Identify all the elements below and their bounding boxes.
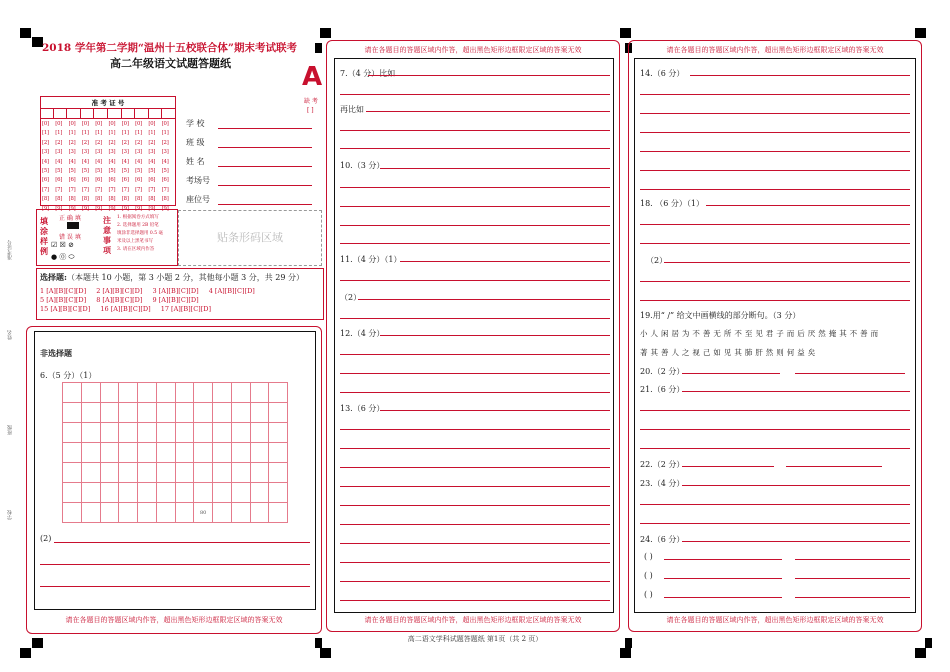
- side-label: 准考证号: [7, 240, 13, 260]
- answer-line[interactable]: [682, 466, 774, 467]
- grid-cell[interactable]: [212, 382, 232, 403]
- grid-cell[interactable]: [81, 402, 101, 423]
- id-digit-column[interactable]: [0] [1] [2] [3] [4] [5] [6] [7] [8] [9]: [95, 121, 103, 212]
- id-digit-column[interactable]: [0] [1] [2] [3] [4] [5] [6] [7] [8] [9]: [68, 121, 76, 212]
- answer-line[interactable]: [340, 600, 610, 601]
- grid-cell[interactable]: [212, 502, 232, 523]
- grid-cell[interactable]: [250, 502, 270, 523]
- answer-line[interactable]: [795, 578, 910, 579]
- grid-cell[interactable]: [250, 402, 270, 423]
- choice-item[interactable]: 8 [A][B][C][D]: [96, 296, 143, 304]
- grid-cell[interactable]: [156, 482, 176, 503]
- wrong-fill-label: 错 误 填: [59, 234, 81, 241]
- notes-list: 1. 根据阅卷方式填写 2. 选择题用 2B 铅笔 填涂非选择题用 0.5 毫 米及以上黑笔书写 3. 请在区域内作答: [117, 215, 164, 252]
- choice-title: 选择题:: [40, 272, 67, 282]
- paper-version-letter: A: [302, 62, 323, 92]
- grid-cell[interactable]: [81, 462, 101, 483]
- grid-cell[interactable]: [100, 442, 120, 463]
- grid-cell[interactable]: [137, 422, 157, 443]
- answer-line[interactable]: [340, 467, 610, 468]
- grid-cell[interactable]: [81, 422, 101, 443]
- answer-line[interactable]: [340, 354, 610, 355]
- grid-cell[interactable]: [137, 482, 157, 503]
- grid-cell[interactable]: [137, 402, 157, 423]
- answer-line[interactable]: [340, 392, 610, 393]
- answer-line[interactable]: [366, 111, 610, 112]
- school-label: 学 校: [186, 119, 205, 128]
- answer-line[interactable]: [40, 564, 310, 565]
- grid-cell[interactable]: [81, 482, 101, 503]
- id-write-cell[interactable]: [162, 108, 176, 119]
- answer-line[interactable]: [340, 94, 610, 95]
- id-write-cell[interactable]: [40, 108, 54, 119]
- filled-bubble-icon: [67, 222, 79, 229]
- id-digit-column[interactable]: [0] [1] [2] [3] [4] [5] [6] [7] [8] [9]: [81, 121, 89, 212]
- timing-mark: [915, 28, 926, 38]
- answer-line[interactable]: [340, 280, 610, 281]
- choice-item[interactable]: 2 [A][B][C][D]: [96, 287, 143, 295]
- grid-cell[interactable]: [212, 462, 232, 483]
- question-6-part2: (2): [40, 534, 52, 543]
- answer-line[interactable]: [640, 523, 910, 524]
- question-18b: （2）: [646, 256, 668, 265]
- grid-cell[interactable]: [156, 502, 176, 523]
- grid-cell[interactable]: [175, 382, 195, 403]
- answer-line[interactable]: [682, 541, 910, 542]
- answer-line[interactable]: [664, 578, 782, 579]
- question-18: 18. （6 分）（1）: [640, 199, 704, 208]
- question-24: 24.（6 分）: [640, 535, 685, 544]
- question-24-item: ( ): [644, 552, 653, 561]
- choice-item[interactable]: 17 [A][B][C][D]: [160, 305, 211, 313]
- answer-line[interactable]: [380, 168, 610, 169]
- timing-mark: [315, 43, 322, 53]
- question-7b: 再比如: [340, 105, 364, 114]
- answer-line[interactable]: [380, 335, 610, 336]
- grid-cell[interactable]: [156, 442, 176, 463]
- absent-checkbox[interactable]: [ ]: [307, 107, 314, 114]
- timing-mark: [20, 648, 31, 658]
- fill-example-label: 填涂样例: [40, 216, 48, 256]
- answer-line[interactable]: [340, 448, 610, 449]
- answer-line[interactable]: [640, 151, 910, 152]
- grid-cell[interactable]: [268, 502, 288, 523]
- choice-item[interactable]: 5 [A][B][C][D]: [40, 296, 87, 304]
- answer-line[interactable]: [682, 391, 910, 392]
- answer-line[interactable]: [640, 448, 910, 449]
- answer-line[interactable]: [664, 559, 782, 560]
- wrong-marks-icon: ☑ ☒ ⊘: [51, 241, 74, 249]
- id-write-cell[interactable]: [122, 108, 136, 119]
- choice-item[interactable]: 1 [A][B][C][D]: [40, 287, 87, 295]
- page-footer: 高二语文学科试题答题纸 第1页（共 2 页）: [407, 635, 543, 643]
- answer-notice: 请在各题目的答题区域内作答，超出黑色矩形边框限定区域的答案无效: [666, 616, 884, 624]
- grid-cell[interactable]: [62, 442, 82, 463]
- grid-cell[interactable]: [118, 402, 138, 423]
- timing-mark: [20, 28, 31, 38]
- choice-item[interactable]: 15 [A][B][C][D]: [40, 305, 91, 313]
- grid-cell[interactable]: [156, 382, 176, 403]
- grid-cell[interactable]: [212, 482, 232, 503]
- answer-line[interactable]: [640, 504, 910, 505]
- grid-cell[interactable]: [212, 422, 232, 443]
- question-13: 13.（6 分）: [340, 404, 385, 413]
- name-field[interactable]: [218, 166, 312, 167]
- grid-cell[interactable]: [250, 422, 270, 443]
- question-22: 22.（2 分）: [640, 460, 685, 469]
- grid-cell[interactable]: [175, 482, 195, 503]
- fill-example-box: [36, 209, 178, 266]
- answer-line[interactable]: [340, 206, 610, 207]
- grid-cell[interactable]: [137, 442, 157, 463]
- sheet-title: 高二年级语文试题答题纸: [110, 57, 231, 70]
- grid-count-marker: 80: [200, 510, 207, 516]
- answer-line[interactable]: [690, 75, 910, 76]
- grid-cell[interactable]: [118, 462, 138, 483]
- grid-cell[interactable]: [231, 482, 251, 503]
- grid-cell[interactable]: [250, 482, 270, 503]
- grid-cell[interactable]: [156, 402, 176, 423]
- class-label: 班 级: [186, 138, 205, 147]
- room-field[interactable]: [218, 185, 312, 186]
- grid-cell[interactable]: [250, 462, 270, 483]
- answer-line[interactable]: [340, 543, 610, 544]
- grid-cell[interactable]: [118, 482, 138, 503]
- answer-line[interactable]: [640, 94, 910, 95]
- grid-cell[interactable]: [231, 382, 251, 403]
- id-write-cell[interactable]: [108, 108, 122, 119]
- id-write-cell[interactable]: [94, 108, 108, 119]
- answer-line[interactable]: [640, 429, 910, 430]
- question-19: 19.用“ /” 给文中画横线的部分断句。（3 分）: [640, 311, 801, 320]
- correct-fill-label: 正 确 填: [59, 215, 81, 222]
- choice-item[interactable]: 4 [A][B][C][D]: [208, 287, 255, 295]
- timing-mark: [620, 28, 631, 38]
- answer-notice: 请在各题目的答题区域内作答，超出黑色矩形边框限定区域的答案无效: [65, 616, 283, 624]
- timing-mark: [320, 648, 331, 658]
- answer-line[interactable]: [340, 318, 610, 319]
- id-write-cell[interactable]: [67, 108, 81, 119]
- wrong-marks-icon: ● ⓪ ⬭: [51, 253, 75, 261]
- grid-cell[interactable]: [212, 402, 232, 423]
- question-24-item: ( ): [644, 590, 653, 599]
- answer-line[interactable]: [786, 466, 882, 467]
- grid-cell[interactable]: [100, 462, 120, 483]
- grid-cell[interactable]: [81, 382, 101, 403]
- grid-cell[interactable]: [62, 402, 82, 423]
- id-digit-column[interactable]: [0] [1] [2] [3] [4] [5] [6] [7] [8] [9]: [42, 121, 49, 212]
- answer-line[interactable]: [340, 130, 610, 131]
- grid-cell[interactable]: [118, 502, 138, 523]
- answer-line[interactable]: [340, 148, 610, 149]
- question-20: 20.（2 分）: [640, 367, 685, 376]
- side-label: 学校: [7, 510, 13, 520]
- answer-line[interactable]: [368, 75, 610, 76]
- id-digit-column[interactable]: [0] [1] [2] [3] [4] [5] [6] [7] [8] [9]: [148, 121, 156, 212]
- answer-line[interactable]: [380, 410, 610, 411]
- room-label: 考场号: [186, 176, 210, 185]
- grid-cell[interactable]: [231, 442, 251, 463]
- question-11: 11.（4 分）（1）: [340, 255, 402, 264]
- grid-cell[interactable]: [62, 422, 82, 443]
- answer-line[interactable]: [340, 562, 610, 563]
- answer-line[interactable]: [54, 542, 310, 543]
- id-write-cell[interactable]: [54, 108, 68, 119]
- answer-line[interactable]: [640, 410, 910, 411]
- answer-line[interactable]: [640, 224, 910, 225]
- id-digit-column[interactable]: [0] [1] [2] [3] [4] [5] [6] [7] [8] [9]: [121, 121, 129, 212]
- answer-line[interactable]: [340, 524, 610, 525]
- grid-cell[interactable]: [81, 442, 101, 463]
- id-write-cell[interactable]: [149, 108, 163, 119]
- grid-cell[interactable]: [62, 382, 82, 403]
- grid-cell[interactable]: [156, 422, 176, 443]
- answer-line[interactable]: [664, 597, 782, 598]
- grid-cell[interactable]: [268, 422, 288, 443]
- timing-mark: [320, 28, 331, 38]
- choice-desc: （本题共 10 小题，第 3 小题 2 分，其他每小题 3 分，共 29 分）: [66, 273, 305, 282]
- class-field[interactable]: [218, 147, 312, 148]
- grid-cell[interactable]: [193, 402, 213, 423]
- choice-item[interactable]: 3 [A][B][C][D]: [152, 287, 199, 295]
- answer-line[interactable]: [795, 559, 910, 560]
- grid-cell[interactable]: [118, 382, 138, 403]
- grid-cell[interactable]: [100, 502, 120, 523]
- grid-cell[interactable]: [193, 422, 213, 443]
- school-field[interactable]: [218, 128, 312, 129]
- question-21: 21.（6 分）: [640, 385, 685, 394]
- grid-cell[interactable]: [268, 462, 288, 483]
- grid-cell[interactable]: [137, 502, 157, 523]
- answer-line[interactable]: [795, 373, 905, 374]
- answer-line[interactable]: [340, 581, 610, 582]
- choice-item[interactable]: 9 [A][B][C][D]: [152, 296, 199, 304]
- answer-line[interactable]: [640, 281, 910, 282]
- id-box-title: 准 考 证 号: [41, 97, 175, 109]
- answer-line[interactable]: [664, 262, 910, 263]
- answer-line[interactable]: [682, 485, 910, 486]
- grid-cell[interactable]: [268, 402, 288, 423]
- question-12: 12.（4 分）: [340, 329, 385, 338]
- answer-line[interactable]: [682, 373, 780, 374]
- absent-label: 缺 考: [304, 98, 318, 105]
- grid-cell[interactable]: [175, 402, 195, 423]
- answer-line[interactable]: [640, 243, 910, 244]
- grid-cell[interactable]: [62, 462, 82, 483]
- grid-cell[interactable]: [268, 482, 288, 503]
- grid-cell[interactable]: [193, 462, 213, 483]
- answer-notice: 请在各题目的答题区域内作答，超出黑色矩形边框限定区域的答案无效: [364, 46, 582, 54]
- grid-cell[interactable]: [250, 442, 270, 463]
- id-digit-column[interactable]: [0] [1] [2] [3] [4] [5] [6] [7] [8] [9]: [108, 121, 116, 212]
- grid-cell[interactable]: [118, 422, 138, 443]
- question-14: 14.（6 分）: [640, 69, 685, 78]
- answer-line[interactable]: [640, 300, 910, 301]
- choice-section: [36, 268, 324, 320]
- id-digit-column[interactable]: [0] [1] [2] [3] [4] [5] [6] [7] [8] [9]: [55, 121, 63, 212]
- id-write-cell[interactable]: [135, 108, 149, 119]
- grid-cell[interactable]: [231, 402, 251, 423]
- grid-cell[interactable]: [175, 422, 195, 443]
- timing-mark: [620, 648, 631, 658]
- grid-cell[interactable]: [231, 502, 251, 523]
- name-label: 姓 名: [186, 157, 205, 166]
- grid-cell[interactable]: [137, 382, 157, 403]
- answer-notice: 请在各题目的答题区域内作答，超出黑色矩形边框限定区域的答案无效: [666, 46, 884, 54]
- grid-cell[interactable]: [193, 482, 213, 503]
- question-7: 7.（4 分）比如: [340, 69, 396, 78]
- grid-cell[interactable]: [250, 382, 270, 403]
- grid-cell[interactable]: [100, 382, 120, 403]
- answer-line[interactable]: [340, 243, 610, 244]
- question-24-item: ( ): [644, 571, 653, 580]
- grid-cell[interactable]: [62, 482, 82, 503]
- grid-cell[interactable]: [100, 402, 120, 423]
- grid-cell[interactable]: [100, 482, 120, 503]
- grid-cell[interactable]: [118, 442, 138, 463]
- question-19-passage: 著 其 善 人 之 视 己 如 见 其 肺 肝 然 则 何 益 矣: [640, 348, 816, 357]
- question-11b: （2）: [340, 293, 362, 302]
- id-write-cell[interactable]: [81, 108, 95, 119]
- grid-cell[interactable]: [193, 382, 213, 403]
- barcode-area: [178, 210, 322, 266]
- timing-mark: [915, 648, 926, 658]
- answer-line[interactable]: [400, 261, 610, 262]
- answer-line[interactable]: [340, 187, 610, 188]
- barcode-label: 贴条形码区域: [217, 231, 283, 244]
- seat-field[interactable]: [218, 204, 312, 205]
- grid-cell[interactable]: [268, 382, 288, 403]
- answer-line[interactable]: [340, 429, 610, 430]
- grid-cell[interactable]: [193, 442, 213, 463]
- grid-cell[interactable]: [100, 422, 120, 443]
- grid-cell[interactable]: [231, 462, 251, 483]
- grid-cell[interactable]: [137, 462, 157, 483]
- section-title: 非选择题: [40, 348, 72, 358]
- grid-cell[interactable]: [175, 462, 195, 483]
- answer-line[interactable]: [795, 597, 910, 598]
- exam-title: 2018 学年第二学期“温州十五校联合体”期末考试联考: [42, 42, 297, 54]
- grid-cell[interactable]: [81, 502, 101, 523]
- answer-notice: 请在各题目的答题区域内作答，超出黑色矩形边框限定区域的答案无效: [364, 616, 582, 624]
- id-digit-column[interactable]: [0] [1] [2] [3] [4] [5] [6] [7] [8] [9]: [161, 121, 169, 212]
- grid-cell[interactable]: [156, 462, 176, 483]
- answer-line[interactable]: [640, 189, 910, 190]
- answer-line[interactable]: [340, 486, 610, 487]
- answer-line[interactable]: [340, 505, 610, 506]
- answer-line[interactable]: [358, 299, 610, 300]
- side-label: 姓名: [7, 330, 13, 340]
- question-6: 6.（5 分）（1）: [40, 371, 97, 380]
- answer-line[interactable]: [706, 205, 910, 206]
- side-label: 班级: [7, 425, 13, 435]
- grid-cell[interactable]: [62, 502, 82, 523]
- id-digit-column[interactable]: [0] [1] [2] [3] [4] [5] [6] [7] [8] [9]: [135, 121, 142, 212]
- grid-cell[interactable]: [231, 422, 251, 443]
- answer-line[interactable]: [340, 225, 610, 226]
- grid-cell[interactable]: [268, 442, 288, 463]
- question-10: 10.（3 分）: [340, 161, 385, 170]
- grid-cell[interactable]: [175, 502, 195, 523]
- question-23: 23.（4 分）: [640, 479, 685, 488]
- choice-item[interactable]: 16 [A][B][C][D]: [100, 305, 151, 313]
- grid-cell[interactable]: [175, 442, 195, 463]
- grid-cell[interactable]: [212, 442, 232, 463]
- answer-line[interactable]: [340, 373, 610, 374]
- answer-line[interactable]: [640, 113, 910, 114]
- question-19-passage: 小 人 闲 居 为 不 善 无 所 不 至 见 君 子 而 后 厌 然 掩 其 不 善 而: [640, 329, 879, 338]
- answer-line[interactable]: [640, 132, 910, 133]
- answer-line[interactable]: [40, 586, 310, 587]
- answer-line[interactable]: [640, 170, 910, 171]
- seat-label: 座位号: [186, 195, 210, 204]
- notes-title: 注意事项: [103, 215, 111, 255]
